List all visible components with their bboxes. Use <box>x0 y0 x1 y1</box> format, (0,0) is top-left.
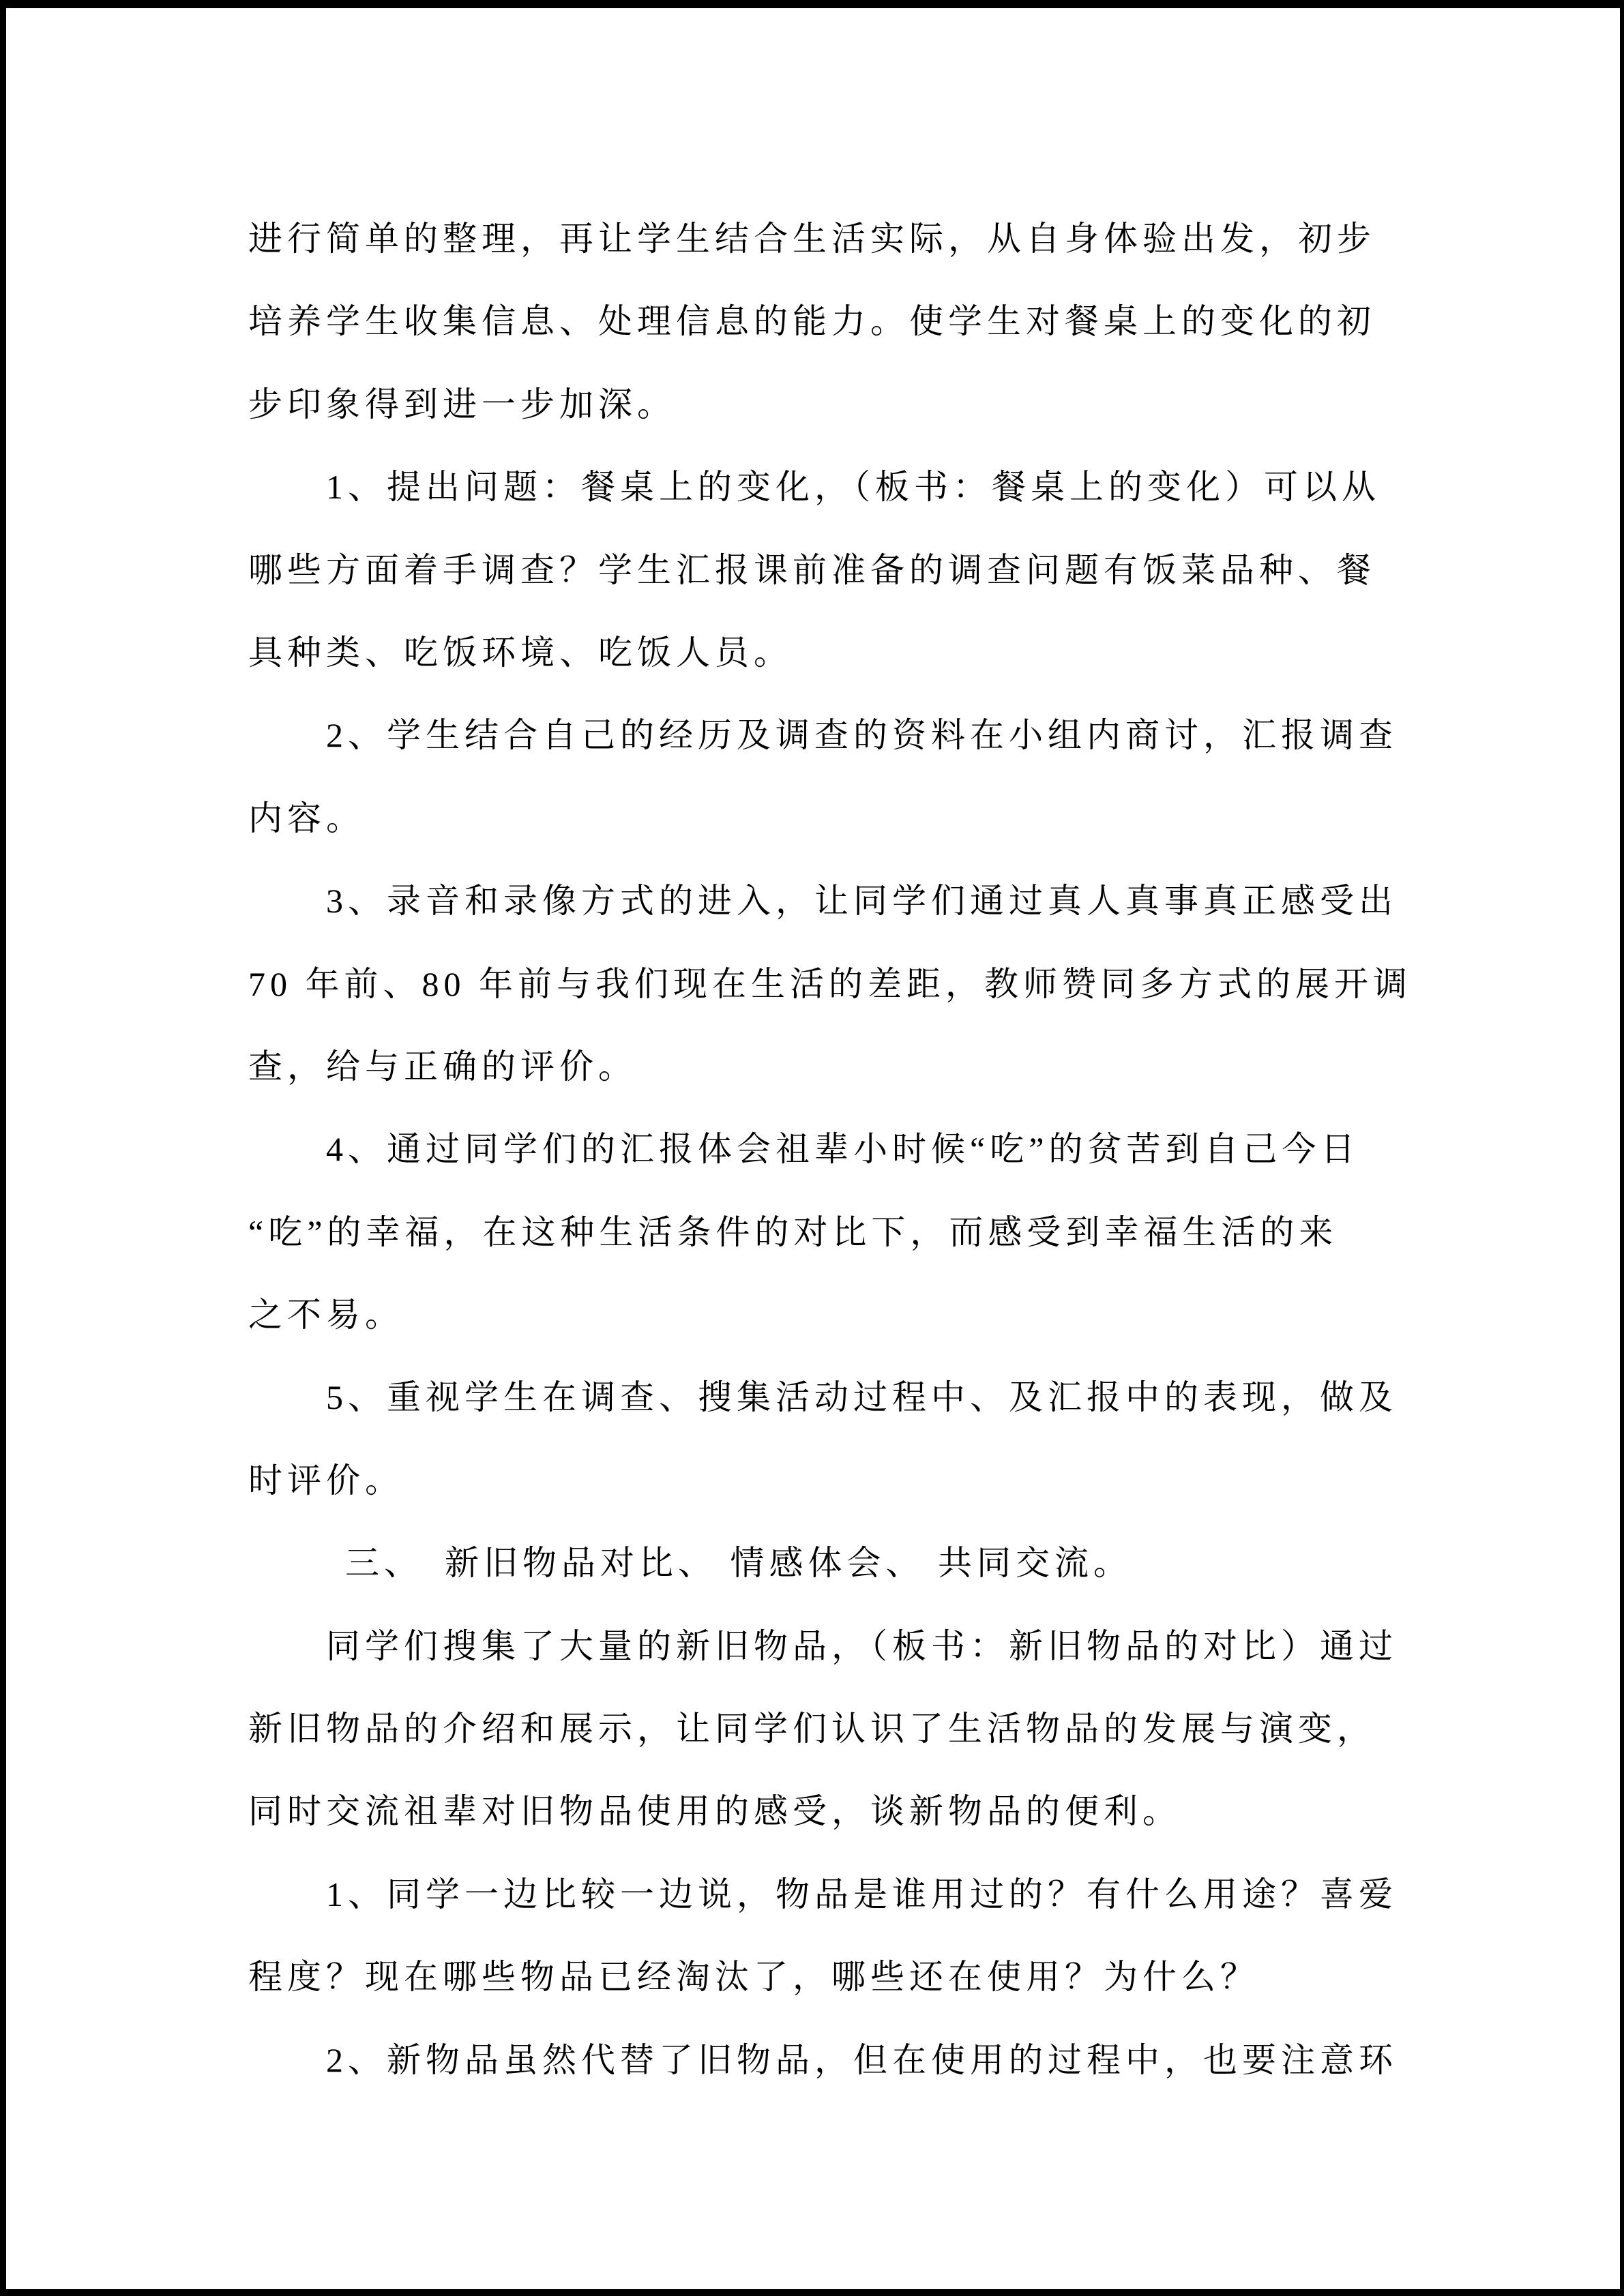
text-line: 70 年前、80 年前与我们现在生活的差距，教师赞同多方式的展开调 <box>248 964 1412 1003</box>
text-line: 2、学生结合自己的经历及调查的资料在小组内商讨，汇报调查 <box>326 716 1398 755</box>
text-line: “吃”的幸福，在这种生活条件的对比下，而感受到幸福生活的来 <box>248 1212 1338 1251</box>
text-line: 3、录音和录像方式的进入，让同学们通过真人真事真正感受出 <box>326 882 1398 921</box>
text-line: 哪些方面着手调查？学生汇报课前准备的调查问题有饭菜品种、餐 <box>248 550 1376 589</box>
text-line: 具种类、吃饭环境、吃饭人员。 <box>248 633 793 672</box>
text-line: 4、通过同学们的汇报体会祖辈小时候“吃”的贫苦到自己今日 <box>326 1130 1360 1169</box>
text-line: 新旧物品的介绍和展示，让同学们认识了生活物品的发展与演变， <box>248 1710 1376 1748</box>
text-line: 5、重视学生在调查、搜集活动过程中、及汇报中的表现，做及 <box>326 1378 1398 1417</box>
text-line: 程度？现在哪些物品已经淘汰了，哪些还在使用？为什么？ <box>248 1958 1259 1997</box>
text-line: 步印象得到进一步加深。 <box>248 385 676 423</box>
text-line: 时评价。 <box>248 1461 404 1500</box>
text-line: 内容。 <box>248 799 365 837</box>
text-line: 1、同学一边比较一边说，物品是谁用过的？有什么用途？喜爱 <box>326 1875 1398 1913</box>
text-line: 培养学生收集信息、处理信息的能力。使学生对餐桌上的变化的初 <box>248 302 1376 341</box>
text-line: 三、 新旧物品对比、 情感体会、 共同交流。 <box>345 1544 1132 1583</box>
text-line: 1、提出问题：餐桌上的变化，（板书：餐桌上的变化）可以从 <box>326 468 1381 507</box>
text-line: 查，给与正确的评价。 <box>248 1047 637 1086</box>
text-line: 进行简单的整理，再让学生结合生活实际，从自身体验出发，初步 <box>248 220 1376 258</box>
text-line: 2、新物品虽然代替了旧物品，但在使用的过程中，也要注意环 <box>326 2040 1398 2079</box>
text-line: 同时交流祖辈对旧物品使用的感受，谈新物品的便利。 <box>248 1792 1181 1831</box>
text-line: 之不易。 <box>248 1296 404 1335</box>
document-text-block <box>248 198 1412 2102</box>
text-line: 同学们搜集了大量的新旧物品，（板书：新旧物品的对比）通过 <box>326 1626 1398 1665</box>
